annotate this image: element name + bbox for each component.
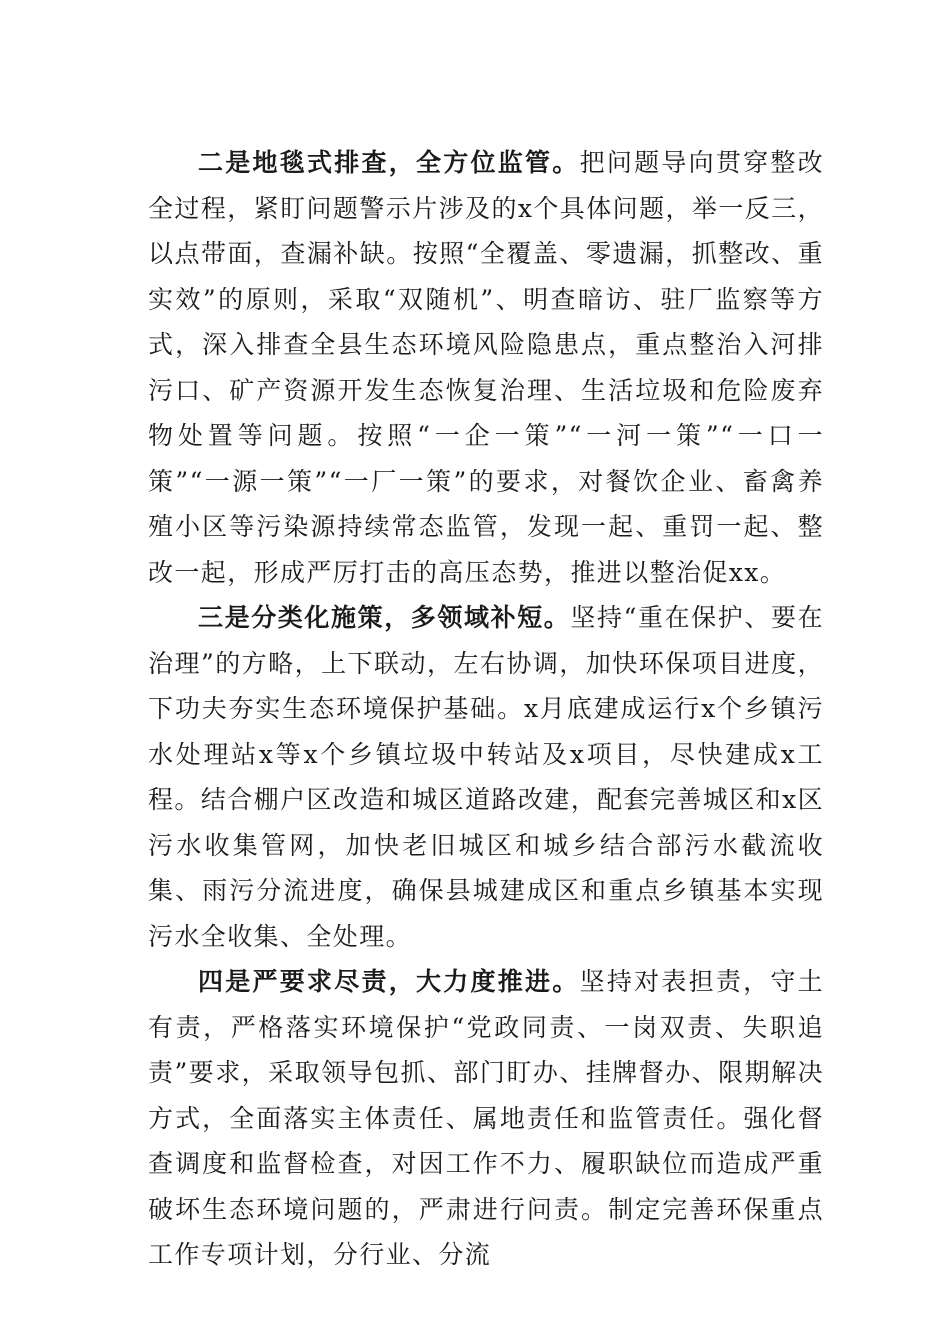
paragraph-heading: 四是严要求尽责，大力度推进。	[198, 967, 580, 996]
paragraph-text: 坚持“重在保护、要在治理”的方略，上下联动，左右协调，加快环保项目进度，下功夫夯实生态环境保护基础。x月底建成运行x个乡镇污水处理站x等x个乡镇垃圾中转站及x项目，尽快建成x工程。结合棚户区改造和城区道路改建，配套完善城区和x区污水收集管网，加快老旧城区和城乡结合部污水截流收集、雨污分流进度，确保县城建成区和重点乡镇基本实现污水全收集、全处理。	[148, 603, 824, 951]
paragraph-classification	[148, 595, 824, 959]
document-body	[148, 140, 824, 1278]
paragraph-heading: 三是分类化施策，多领域补短。	[198, 603, 571, 632]
paragraph-text: 坚持对表担责，守土有责，严格落实环境保护“党政同责、一岗双责、失职追责”要求，采取领导包抓、部门盯办、挂牌督办、限期解决方式，全面落实主体责任、属地责任和监管责任。强化督查调度和监督检查，对因工作不力、履职缺位而造成严重破坏生态环境问题的，严肃进行问责。制定完善环保重点工作专项计划，分行业、分流	[148, 967, 824, 1269]
paragraph-inspection	[148, 140, 824, 595]
paragraph-heading: 二是地毯式排查，全方位监管。	[198, 148, 580, 177]
paragraph-responsibility	[148, 959, 824, 1278]
paragraph-text: 把问题导向贯穿整改全过程，紧盯问题警示片涉及的x个具体问题，举一反三，以点带面，查漏补缺。按照“全覆盖、零遗漏，抓整改、重实效”的原则，采取“双随机”、明查暗访、驻厂监察等方式，深入排查全县生态环境风险隐患点，重点整治入河排污口、矿产资源开发生态恢复治理、生活垃圾和危险废弃物处置等问题。按照“一企一策”“一河一策”“一口一策”“一源一策”“一厂一策”的要求，对餐饮企业、畜禽养殖小区等污染源持续常态监管，发现一起、重罚一起、整改一起，形成严厉打击的高压态势，推进以整治促xx。	[148, 148, 824, 587]
